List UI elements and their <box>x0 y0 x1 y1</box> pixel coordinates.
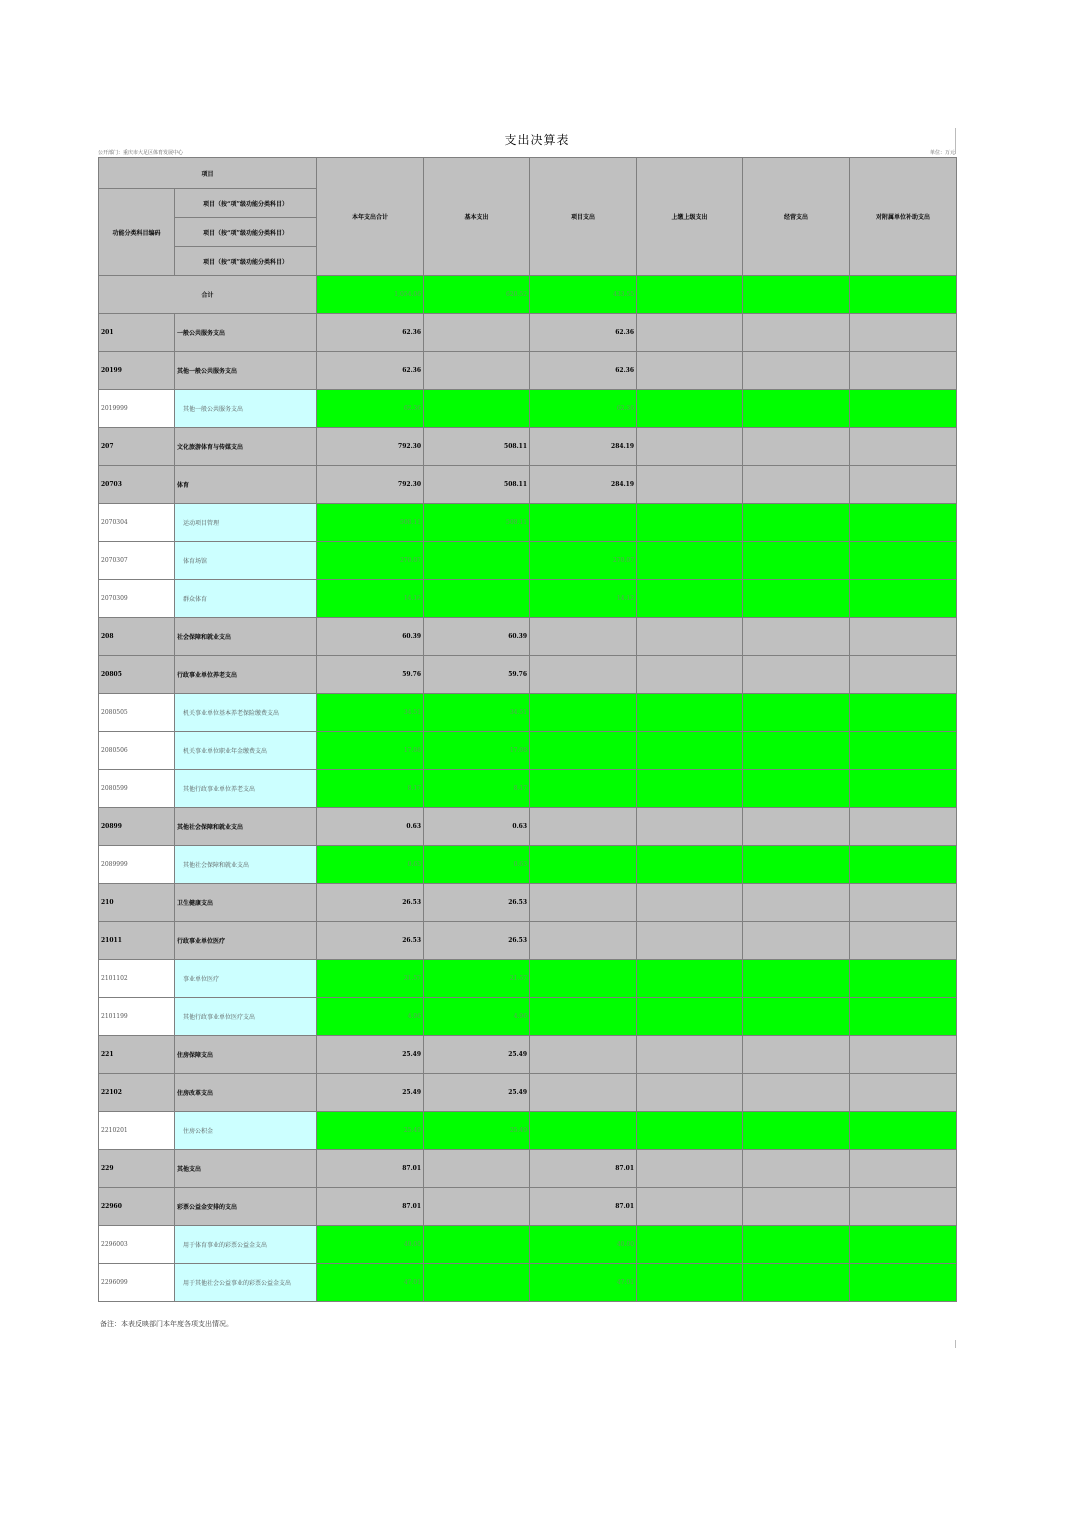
row-upper <box>637 1188 743 1226</box>
row-basic: 508.11 <box>424 428 530 466</box>
row-subsidy <box>850 390 957 428</box>
row-business <box>743 1112 850 1150</box>
row-business <box>743 694 850 732</box>
row-subsidy <box>850 1226 957 1264</box>
total-label: 合计 <box>99 276 317 314</box>
row-code: 2080599 <box>99 770 175 808</box>
row-name: 其他行政事业单位医疗支出 <box>175 998 317 1036</box>
row-upper <box>637 884 743 922</box>
row-project: 284.19 <box>530 466 637 504</box>
row-code: 2296099 <box>99 1264 175 1302</box>
row-upper <box>637 466 743 504</box>
table-row <box>99 1264 957 1302</box>
row-project <box>530 656 637 694</box>
row-basic: 508.11 <box>424 504 530 542</box>
row-name: 其他社会保障和就业支出 <box>175 846 317 884</box>
row-project <box>530 960 637 998</box>
row-basic <box>424 1226 530 1264</box>
row-upper <box>637 1264 743 1302</box>
row-code: 2101199 <box>99 998 175 1036</box>
table-row <box>99 314 957 352</box>
total-business <box>743 276 850 314</box>
row-subsidy <box>850 314 957 352</box>
row-project: 270.07 <box>530 542 637 580</box>
row-code: 22960 <box>99 1188 175 1226</box>
row-code: 2080506 <box>99 732 175 770</box>
row-business <box>743 1150 850 1188</box>
row-business <box>743 428 850 466</box>
row-upper <box>637 770 743 808</box>
row-project: 62.36 <box>530 314 637 352</box>
total-subsidy <box>850 276 957 314</box>
row-upper <box>637 922 743 960</box>
row-name: 用于体育事业的彩票公益金支出 <box>175 1226 317 1264</box>
row-basic <box>424 352 530 390</box>
header-level2: 项目（按“项”级功能分类科目） <box>175 218 317 247</box>
row-total: 25.49 <box>317 1112 424 1150</box>
row-upper <box>637 618 743 656</box>
row-total: 34.51 <box>317 694 424 732</box>
row-code: 20805 <box>99 656 175 694</box>
row-project <box>530 1036 637 1074</box>
row-name: 其他一般公共服务支出 <box>175 390 317 428</box>
row-basic <box>424 1264 530 1302</box>
header-level1: 项目（按“项”级功能分类科目） <box>175 189 317 218</box>
row-name: 行政事业单位养老支出 <box>175 656 317 694</box>
row-total: 0.63 <box>317 808 424 846</box>
row-total: 17.08 <box>317 732 424 770</box>
row-basic: 21.57 <box>424 960 530 998</box>
table-row <box>99 352 957 390</box>
row-project: 40.00 <box>530 1226 637 1264</box>
row-project: 62.36 <box>530 390 637 428</box>
row-business <box>743 466 850 504</box>
row-total: 26.53 <box>317 884 424 922</box>
row-total: 62.36 <box>317 314 424 352</box>
row-total: 14.12 <box>317 580 424 618</box>
row-code: 2101102 <box>99 960 175 998</box>
row-name: 机关事业单位职业年金缴费支出 <box>175 732 317 770</box>
row-project <box>530 1112 637 1150</box>
row-code: 20199 <box>99 352 175 390</box>
page-edge-line <box>955 128 956 154</box>
row-business <box>743 770 850 808</box>
row-upper <box>637 1036 743 1074</box>
table-row <box>99 998 957 1036</box>
row-code: 229 <box>99 1150 175 1188</box>
row-subsidy <box>850 1112 957 1150</box>
row-total: 792.30 <box>317 466 424 504</box>
header-code: 功能分类科目编码 <box>99 189 175 276</box>
row-code: 2089999 <box>99 846 175 884</box>
row-name: 运动项目管理 <box>175 504 317 542</box>
table-row <box>99 770 957 808</box>
row-subsidy <box>850 656 957 694</box>
row-basic <box>424 390 530 428</box>
expenditure-table <box>98 157 957 1302</box>
row-name: 体育场馆 <box>175 542 317 580</box>
row-total: 62.36 <box>317 352 424 390</box>
row-upper <box>637 732 743 770</box>
row-basic: 0.63 <box>424 808 530 846</box>
row-basic: 0.63 <box>424 846 530 884</box>
row-upper <box>637 1074 743 1112</box>
row-basic <box>424 314 530 352</box>
row-name: 住房改革支出 <box>175 1074 317 1112</box>
row-business <box>743 1188 850 1226</box>
row-total: 40.00 <box>317 1226 424 1264</box>
row-upper <box>637 808 743 846</box>
row-code: 2070304 <box>99 504 175 542</box>
row-business <box>743 542 850 580</box>
row-total: 0.63 <box>317 846 424 884</box>
row-project <box>530 884 637 922</box>
unit-name: 公开部门：重庆市大足区体育发展中心 <box>98 150 184 156</box>
row-project <box>530 770 637 808</box>
row-name: 其他一般公共服务支出 <box>175 352 317 390</box>
row-name: 住房公积金 <box>175 1112 317 1150</box>
row-basic: 25.49 <box>424 1036 530 1074</box>
row-code: 208 <box>99 618 175 656</box>
row-business <box>743 922 850 960</box>
row-name: 其他社会保障和就业支出 <box>175 808 317 846</box>
row-basic: 17.08 <box>424 732 530 770</box>
header-total: 本年支出合计 <box>317 158 424 276</box>
row-basic: 4.96 <box>424 998 530 1036</box>
row-code: 2070307 <box>99 542 175 580</box>
row-basic <box>424 1188 530 1226</box>
row-business <box>743 1226 850 1264</box>
row-name: 机关事业单位基本养老保险缴费支出 <box>175 694 317 732</box>
row-total: 8.17 <box>317 770 424 808</box>
row-upper <box>637 580 743 618</box>
row-subsidy <box>850 998 957 1036</box>
table-row <box>99 466 957 504</box>
row-project <box>530 694 637 732</box>
row-total: 26.53 <box>317 922 424 960</box>
row-project: 62.36 <box>530 352 637 390</box>
row-code: 210 <box>99 884 175 922</box>
row-subsidy <box>850 694 957 732</box>
row-project: 47.01 <box>530 1264 637 1302</box>
row-upper <box>637 694 743 732</box>
row-upper <box>637 656 743 694</box>
row-code: 201 <box>99 314 175 352</box>
table-row <box>99 808 957 846</box>
row-total: 87.01 <box>317 1188 424 1226</box>
row-subsidy <box>850 922 957 960</box>
row-subsidy <box>850 466 957 504</box>
row-basic: 25.49 <box>424 1074 530 1112</box>
row-subsidy <box>850 846 957 884</box>
table-row <box>99 694 957 732</box>
row-total: 60.39 <box>317 618 424 656</box>
row-business <box>743 846 850 884</box>
row-code: 20703 <box>99 466 175 504</box>
row-name: 体育 <box>175 466 317 504</box>
row-name: 一般公共服务支出 <box>175 314 317 352</box>
row-upper <box>637 998 743 1036</box>
row-name: 卫生健康支出 <box>175 884 317 922</box>
header-business: 经营支出 <box>743 158 850 276</box>
row-basic: 34.51 <box>424 694 530 732</box>
total-project: 433.55 <box>530 276 637 314</box>
row-total: 62.36 <box>317 390 424 428</box>
row-business <box>743 1264 850 1302</box>
row-subsidy <box>850 542 957 580</box>
row-upper <box>637 428 743 466</box>
table-row <box>99 1150 957 1188</box>
row-total: 59.76 <box>317 656 424 694</box>
row-code: 20899 <box>99 808 175 846</box>
header-basic: 基本支出 <box>424 158 530 276</box>
table-row <box>99 1188 957 1226</box>
row-name: 住房保障支出 <box>175 1036 317 1074</box>
row-upper <box>637 1112 743 1150</box>
table-row <box>99 960 957 998</box>
table-row <box>99 1036 957 1074</box>
row-subsidy <box>850 884 957 922</box>
row-basic: 59.76 <box>424 656 530 694</box>
row-business <box>743 960 850 998</box>
row-subsidy <box>850 618 957 656</box>
row-business <box>743 884 850 922</box>
row-name: 文化旅游体育与传媒支出 <box>175 428 317 466</box>
row-code: 22102 <box>99 1074 175 1112</box>
row-business <box>743 314 850 352</box>
row-name: 彩票公益金安排的支出 <box>175 1188 317 1226</box>
header-level3: 项目（按“项”级功能分类科目） <box>175 247 317 276</box>
row-name: 行政事业单位医疗 <box>175 922 317 960</box>
page-title: 支出决算表 <box>504 133 570 147</box>
row-business <box>743 808 850 846</box>
row-upper <box>637 352 743 390</box>
row-subsidy <box>850 960 957 998</box>
row-upper <box>637 504 743 542</box>
total-amount: 1,054.06 <box>317 276 424 314</box>
row-total: 508.11 <box>317 504 424 542</box>
table-row <box>99 1074 957 1112</box>
table-row <box>99 618 957 656</box>
row-basic: 508.11 <box>424 466 530 504</box>
row-total: 47.01 <box>317 1264 424 1302</box>
row-total: 4.96 <box>317 998 424 1036</box>
row-project <box>530 504 637 542</box>
row-upper <box>637 314 743 352</box>
row-project <box>530 618 637 656</box>
row-basic <box>424 1150 530 1188</box>
row-business <box>743 504 850 542</box>
row-code: 2070309 <box>99 580 175 618</box>
row-business <box>743 580 850 618</box>
row-project: 87.01 <box>530 1188 637 1226</box>
row-total: 25.49 <box>317 1074 424 1112</box>
row-project <box>530 808 637 846</box>
table-row <box>99 428 957 466</box>
row-upper <box>637 960 743 998</box>
header-project-expense: 项目支出 <box>530 158 637 276</box>
table-row <box>99 846 957 884</box>
row-subsidy <box>850 808 957 846</box>
row-upper <box>637 542 743 580</box>
row-project: 284.19 <box>530 428 637 466</box>
row-basic: 26.53 <box>424 922 530 960</box>
row-total: 87.01 <box>317 1150 424 1188</box>
row-basic: 8.17 <box>424 770 530 808</box>
row-total: 25.49 <box>317 1036 424 1074</box>
row-project <box>530 732 637 770</box>
row-business <box>743 998 850 1036</box>
row-basic: 60.39 <box>424 618 530 656</box>
row-project <box>530 998 637 1036</box>
unit-label: 单位：万元 <box>930 150 956 156</box>
row-business <box>743 390 850 428</box>
row-subsidy <box>850 428 957 466</box>
row-project <box>530 922 637 960</box>
row-project: 14.12 <box>530 580 637 618</box>
row-subsidy <box>850 732 957 770</box>
row-upper <box>637 390 743 428</box>
table-row <box>99 542 957 580</box>
row-name: 其他行政事业单位养老支出 <box>175 770 317 808</box>
row-total: 792.30 <box>317 428 424 466</box>
row-upper <box>637 1226 743 1264</box>
row-code: 221 <box>99 1036 175 1074</box>
row-name: 其他支出 <box>175 1150 317 1188</box>
row-subsidy <box>850 1074 957 1112</box>
row-name: 群众体育 <box>175 580 317 618</box>
row-total: 21.57 <box>317 960 424 998</box>
header-project: 项目 <box>99 158 317 189</box>
total-basic: 620.52 <box>424 276 530 314</box>
row-upper <box>637 846 743 884</box>
row-project <box>530 846 637 884</box>
row-subsidy <box>850 1188 957 1226</box>
table-row <box>99 504 957 542</box>
total-upper <box>637 276 743 314</box>
row-subsidy <box>850 1036 957 1074</box>
footnote: 备注：本表反映部门本年度各项支出情况。 <box>100 1320 233 1328</box>
header-upper: 上缴上级支出 <box>637 158 743 276</box>
row-subsidy <box>850 770 957 808</box>
table-row <box>99 884 957 922</box>
row-business <box>743 618 850 656</box>
table-row <box>99 732 957 770</box>
table-row <box>99 1112 957 1150</box>
row-basic <box>424 542 530 580</box>
row-project: 87.01 <box>530 1150 637 1188</box>
row-name: 事业单位医疗 <box>175 960 317 998</box>
row-code: 2210201 <box>99 1112 175 1150</box>
row-basic <box>424 580 530 618</box>
row-code: 2080505 <box>99 694 175 732</box>
row-project <box>530 1074 637 1112</box>
row-code: 2019999 <box>99 390 175 428</box>
row-subsidy <box>850 352 957 390</box>
table-row <box>99 922 957 960</box>
table-row <box>99 1226 957 1264</box>
row-code: 2296003 <box>99 1226 175 1264</box>
row-business <box>743 1074 850 1112</box>
row-upper <box>637 1150 743 1188</box>
row-subsidy <box>850 580 957 618</box>
table-row <box>99 390 957 428</box>
row-business <box>743 656 850 694</box>
row-business <box>743 352 850 390</box>
row-code: 21011 <box>99 922 175 960</box>
row-subsidy <box>850 504 957 542</box>
page-edge-line <box>955 1340 956 1348</box>
row-code: 207 <box>99 428 175 466</box>
row-business <box>743 1036 850 1074</box>
row-name: 用于其他社会公益事业的彩票公益金支出 <box>175 1264 317 1302</box>
header-subsidy: 对附属单位补助支出 <box>850 158 957 276</box>
row-name: 社会保障和就业支出 <box>175 618 317 656</box>
row-basic: 25.49 <box>424 1112 530 1150</box>
row-basic: 26.53 <box>424 884 530 922</box>
row-subsidy <box>850 1150 957 1188</box>
table-row <box>99 656 957 694</box>
row-business <box>743 732 850 770</box>
row-total: 270.07 <box>317 542 424 580</box>
table-row <box>99 580 957 618</box>
row-subsidy <box>850 1264 957 1302</box>
